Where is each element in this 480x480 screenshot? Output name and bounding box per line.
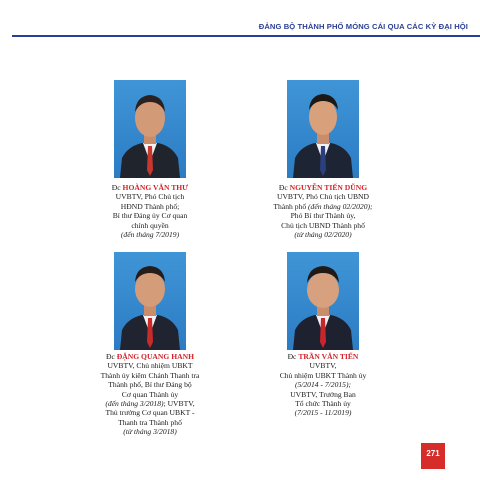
position-line: HĐND Thành phố; xyxy=(120,201,180,211)
running-header: ĐẢNG BỘ THÀNH PHỐ MÓNG CÁI QUA CÁC KỲ ĐẠI HỘI xyxy=(258,22,468,31)
position-line: chính quyền xyxy=(131,220,169,230)
person-name: TRẦN VĂN TIẾN xyxy=(298,352,359,361)
portrait-photo-nguyen-tien-dung xyxy=(287,80,359,178)
position-line: UVBTV, Phó Chủ tịch UBND xyxy=(276,192,370,202)
caption-hoang-van-thu xyxy=(70,183,230,239)
position-line: Phó Bí thư Thành ủy, xyxy=(290,211,356,221)
position-line: Chủ nhiệm UBKT Thành ủy xyxy=(279,370,367,380)
position-line: ; UVBTV, xyxy=(163,399,195,409)
header-rule xyxy=(12,35,480,37)
position-line: UVBTV, xyxy=(309,361,337,371)
position-line: Thành phố xyxy=(273,201,309,211)
term-period: (5/2014 - 7/2015); xyxy=(294,380,352,390)
term-period: (đến tháng 02/2020); xyxy=(308,201,373,211)
position-line: UVBTV, Phó Chủ tịch xyxy=(115,192,185,202)
position-line: Chủ tịch UBND Thành phố xyxy=(281,220,365,230)
honorific: Đc xyxy=(111,183,121,192)
position-line: Thủ trưởng Cơ quan UBKT - xyxy=(105,408,195,418)
honorific: Đc xyxy=(287,352,297,361)
honorific: Đc xyxy=(106,352,115,361)
caption-tran-van-tien xyxy=(243,352,403,418)
portrait-photo-dang-quang-hanh xyxy=(114,252,186,350)
term-period: (7/2015 - 11/2019) xyxy=(294,408,352,418)
portrait-photo-tran-van-tien xyxy=(287,252,359,350)
term-period: (từ tháng 3/2018) xyxy=(123,427,177,437)
position-line: Bí thư Đảng ủy Cơ quan xyxy=(112,211,188,221)
position-line: Thanh tra Thành phố xyxy=(118,417,182,427)
honorific: Đc xyxy=(278,183,288,192)
caption-nguyen-tien-dung xyxy=(243,183,403,239)
position-line: UVBTV, Chủ nhiệm UBKT xyxy=(107,361,193,371)
person-name: NGUYỄN TIẾN DŨNG xyxy=(289,183,368,192)
position-line: Tổ chức Thành ủy xyxy=(295,399,351,409)
position-line: Cơ quan Thành ủy xyxy=(121,389,179,399)
term-period: (đến tháng 3/2018) xyxy=(105,399,164,409)
caption-dang-quang-hanh xyxy=(70,352,230,437)
position-line: UVBTV, Trưởng Ban xyxy=(290,389,356,399)
position-line: Thành ủy kiêm Chánh Thanh tra xyxy=(100,370,200,380)
term-period: (từ tháng 02/2020) xyxy=(294,230,352,240)
position-line: Thành phố, Bí thư Đảng bộ xyxy=(108,380,192,390)
portrait-photo-hoang-van-thu xyxy=(114,80,186,178)
term-period: (đến tháng 7/2019) xyxy=(120,230,180,240)
person-name: ĐẶNG QUANG HANH xyxy=(116,352,194,361)
page-number: 271 xyxy=(421,443,445,469)
person-name: HOÀNG VĂN THƯ xyxy=(122,183,189,192)
